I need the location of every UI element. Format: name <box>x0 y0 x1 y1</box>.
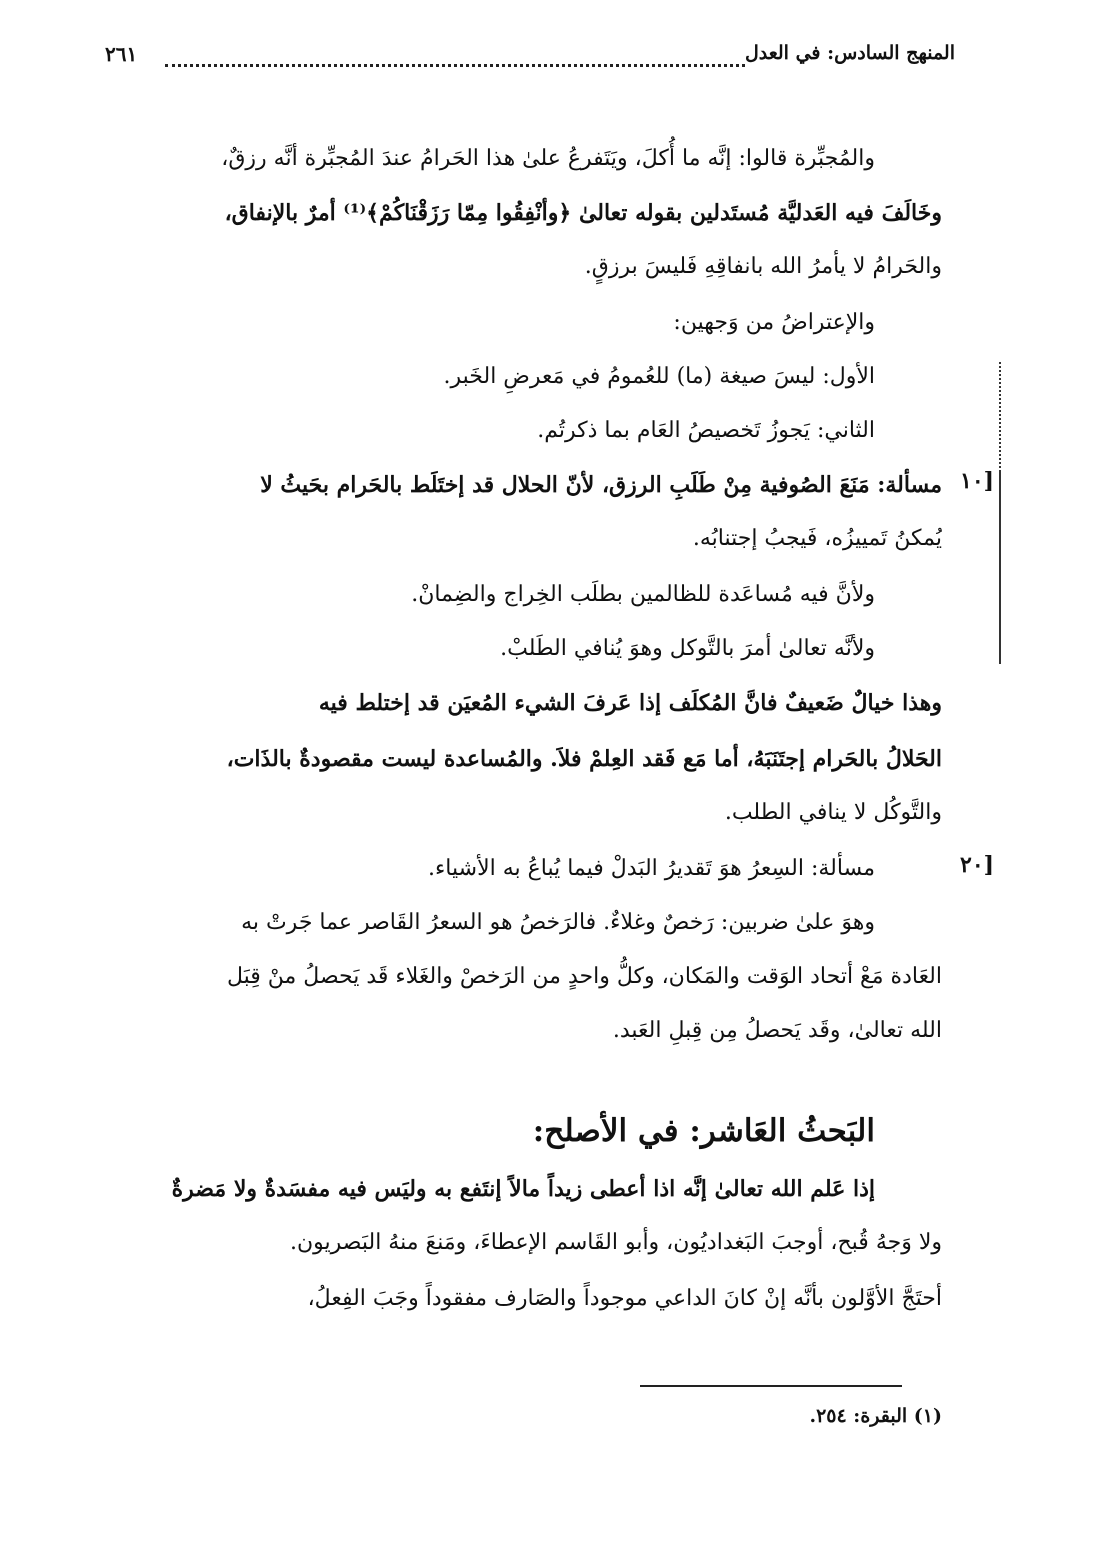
line-marker: ٢٠] <box>960 852 995 878</box>
section-heading: البَحثُ العَاشر: في الأصلح: <box>532 1113 875 1149</box>
paragraph-line: والإعتراضُ من وَجهين: <box>673 310 875 335</box>
dotted-leader <box>165 46 745 67</box>
paragraph-line: أحتَجَّ الأوَّلون بأنَّه إنْ كانَ الداعي موجوداً والصَارف مفقوداً وجَبَ الفِعلُ، <box>307 1286 942 1311</box>
paragraph-line: الأول: ليسَ صيغة (ما) للعُمومُ في مَعرضِ الخَبر. <box>443 364 875 389</box>
paragraph-line: والتَّوكُل لا ينافي الطلب. <box>724 800 942 825</box>
paragraph-line: مسألة: مَنَعَ الصُوفية مِنْ طَلَبِ الرزق، لأنّ الحلال قد إختَلَط بالحَرام بحَيثُ لا <box>260 472 942 498</box>
paragraph-line: وهذا خيالٌ ضَعيفٌ فانَّ المُكلَف إذا عَرفَ الشيء المُعيَن قد إختلط فيه <box>318 690 942 716</box>
paragraph-line: وهوَ علىٰ ضربين: رَخصٌ وغلاءٌ. فالرَخصُ هو السعرُ القَاصر عما جَرتْ به <box>241 910 875 935</box>
paragraph-line: ولا وَجهُ قُبح، أوجبَ البَغداديُون، وأبو القَاسم الإعطاءَ، ومَنعَ منهُ البَصريون. <box>290 1230 942 1255</box>
paragraph-line: الله تعالىٰ، وقَد يَحصلُ مِن قِبلِ العَبد. <box>612 1018 942 1043</box>
paragraph-line: ولأنَّه تعالىٰ أمرَ بالتَّوكل وهوَ يُنافي الطَلبْ. <box>500 636 875 661</box>
paragraph-line: يُمكنُ تَمييزُه، فَيجبُ إجتنابُه. <box>692 526 942 551</box>
paragraph-line: والمُجبِّرة قالوا: إنَّه ما أُكلَ، ويَتَفرعُ علىٰ هذا الحَرامُ عندَ المُجبِّرة أنَّه رزقٌ، <box>221 146 875 171</box>
paragraph-line: إذا عَلم الله تعالىٰ إنَّه اذا أعطى زيداً مالاً إنتَفع به وليَس فيه مفسَدةٌ ولا مَضرةٌ <box>171 1176 875 1202</box>
running-header <box>105 42 955 82</box>
footnote-rule <box>640 1385 902 1387</box>
margin-rule <box>999 472 1001 664</box>
paragraph-line: ولأنَّ فيه مُساعَدة للظالمين بطلَب الخِراج والضِمانْ. <box>411 582 875 607</box>
paragraph-line: الحَلالُ بالحَرام إجتَنَبَهُ، أما مَع فَقد العِلمْ فلاَ. والمُساعدة ليست مقصودةٌ بالذَات، <box>226 746 942 772</box>
paragraph-line: العَادة مَعْ أتحاد الوَقت والمَكان، وكلُّ واحدٍ من الرَخصْ والغَلاء قَد يَحصلُ منْ قِبَل <box>226 964 942 989</box>
paragraph-line: مسألة: السِعرُ هوَ تَقديرُ البَدلْ فيما يُباعُ به الأشياء. <box>427 856 875 881</box>
paragraph-line: وخَالَفَ فيه العَدليَّة مُستَدلين بقوله تعالىٰ ﴿وأنْفِقُوا مِمّا رَزَقْنَاكُمْ﴾⁽¹⁾ أمرٌ بالإنفاق، <box>224 200 942 226</box>
page-number: ٢٦١ <box>105 42 138 66</box>
line-marker: ١٠] <box>960 468 995 494</box>
paragraph-line: الثاني: يَجوزُ تَخصيصُ العَام بما ذكرتُم. <box>537 418 875 443</box>
margin-dotted-rule <box>999 362 1001 472</box>
chapter-title: المنهج السادس: في العدل <box>744 42 955 64</box>
paragraph-line: والحَرامُ لا يأمرُ الله بانفاقِهِ فَليسَ برزقٍ. <box>584 254 942 279</box>
footnote: (١) البقرة: ٢٥٤. <box>809 1405 942 1427</box>
